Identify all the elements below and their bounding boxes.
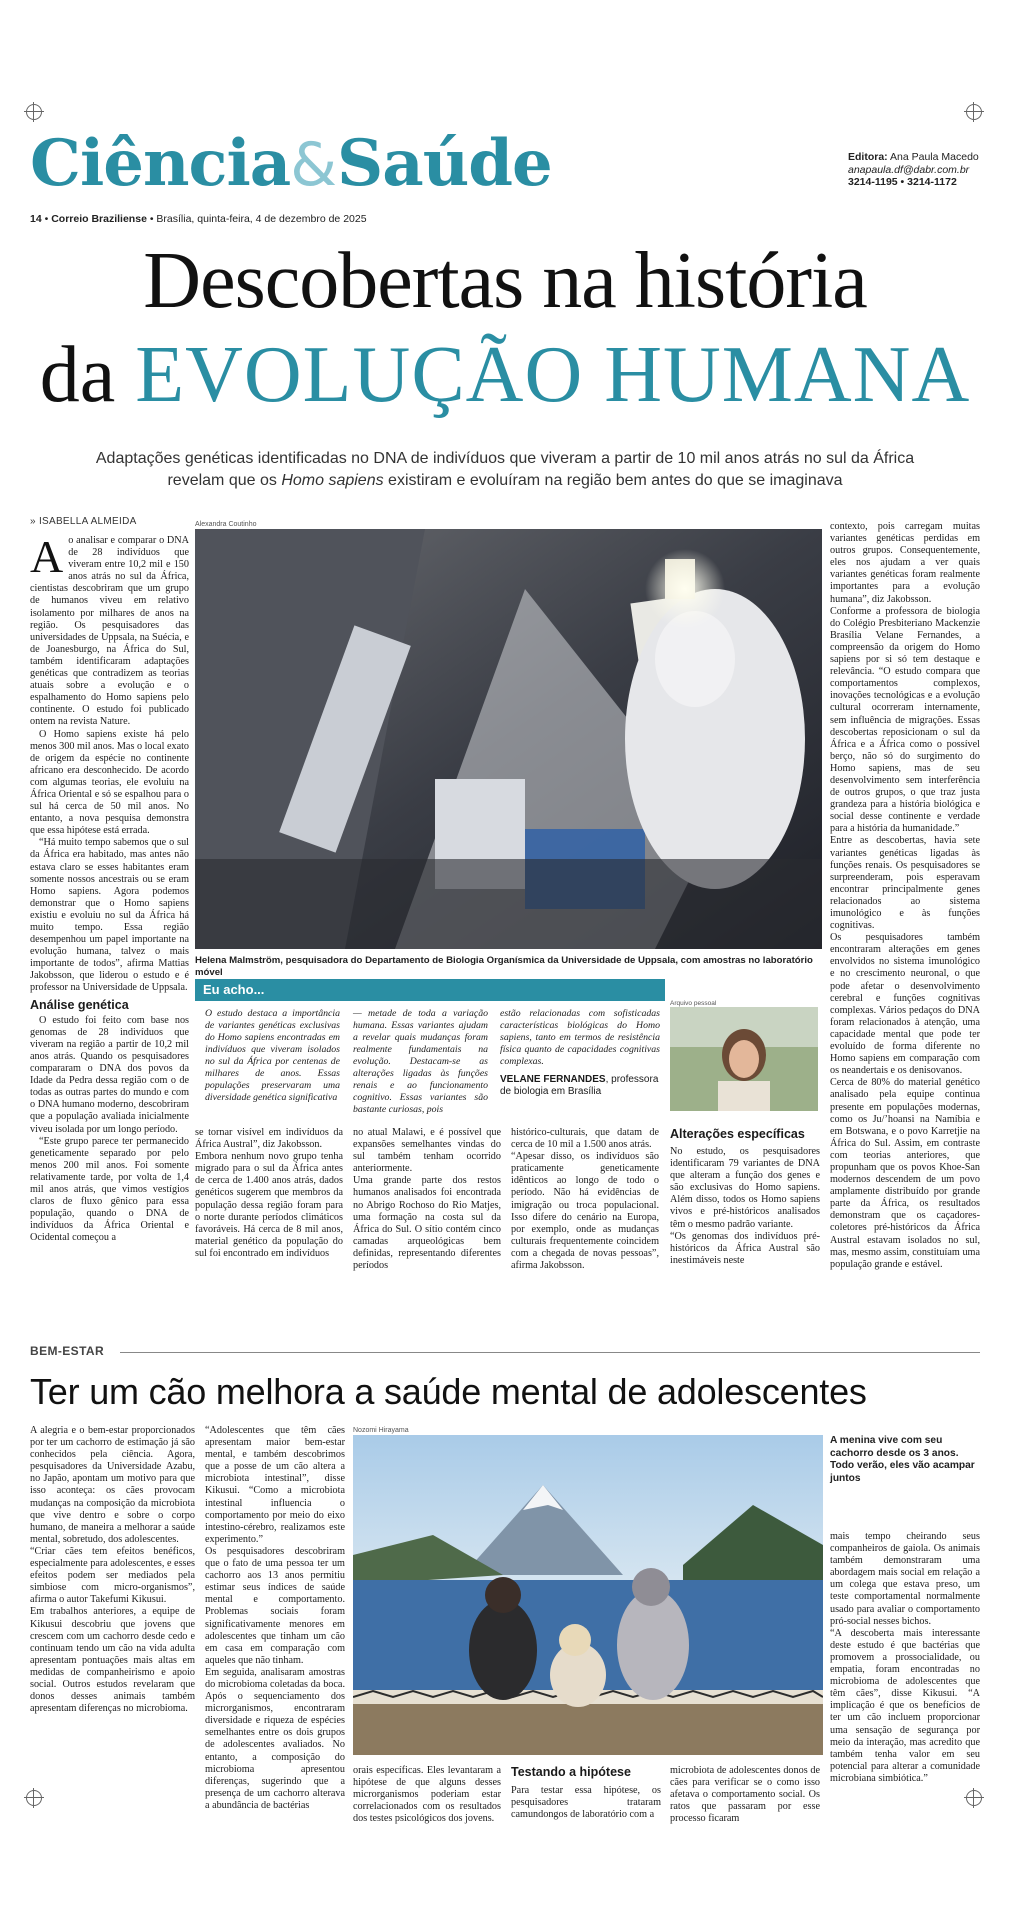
paragraph: histórico-culturais, que datam de cerca de 10 mil a 1.500 anos atrás. “Apesar disso, os indivíduos são praticamente geneticamente idênticos ao longo de todo o período. Não há evidências de imigração ou troca populacional. Isso difere do cenário na Europa, por exemplo, onde as mudanças culturais frequentemente coincidem com a chegada de novas pessoas”, afirma Jakobsson. bbox=[511, 1127, 659, 1272]
byline: » ISABELLA ALMEIDA bbox=[30, 516, 137, 527]
paragraph: No estudo, os pesquisadores identificaram 79 variantes de DNA que alteram a função dos genes e são exclusivas do Homo sapiens. Além disso, todos os Homo sapiens vivos e pré-históricos analisados têm o mesmo padrão variante. “Os genomas dos indivíduos pré-históricos da África Austral são inestimáveis neste bbox=[670, 1146, 820, 1266]
opinion-quote-col-1: O estudo destaca a importância de variantes genéticas exclusivas do Homo sapiens encontradas em indivíduos que viveram isolados no sul da África por centenas de milhares de anos. Essas populações preservaram uma diversidade genética significativa bbox=[205, 1008, 340, 1103]
article-column-2 bbox=[195, 1127, 343, 1337]
portrait-illustration bbox=[670, 1007, 818, 1111]
paragraph: O estudo foi feito com base nos genomas de 28 indivíduos que viveram na região a partir de 10,2 mil anos atrás. Quando os pesquisadores compararam o DNA dos povos da Idade da Pedra dessa região com o de todas as outras partes do mundo e com o DNA humano moderno, descobriram que a população avaliada inicialmente viveu isolada por um longo período. bbox=[30, 1014, 189, 1135]
article-column-4 bbox=[511, 1127, 659, 1337]
dog-column-3 bbox=[353, 1765, 501, 1875]
article-column-right bbox=[830, 521, 980, 1337]
paragraph: no atual Malawi, e é possível que expansões semelhantes vindas do sul também tenham ocorrido anteriormente. Uma grande parte dos restos humanos analisados foi encontrada no Abrigo Rochoso do Rio Matjes, uma formação na costa sul da África do Sul. O sítio contém cinco camadas arqueológicas bem definidas, representando diferentes períodos bbox=[353, 1127, 501, 1272]
opinion-quote-col-3: estão relacionadas com sofisticadas características biológicas do Homo sapiens, tanto em termos de resistência física quanto de capacidades cognitivas complexas. VELANE FERNANDES, professora de biologia em Brasília bbox=[500, 1008, 660, 1097]
section-name-ciencia: Ciência bbox=[30, 126, 291, 201]
dog-column-4 bbox=[511, 1765, 661, 1875]
registration-mark-icon bbox=[26, 104, 42, 120]
opinion-quote-col-2: — metade de toda a variação humana. Essas variantes ajudam a revelar quais mudanças foram realmente fundamentais na evolução. Destacam-se as alterações ligadas às funções renais e ao funcionamento cognitivo. Essas variantes são bastante curiosas, pois bbox=[353, 1008, 488, 1115]
dog-column-6 bbox=[830, 1531, 980, 1880]
drop-cap: A bbox=[30, 535, 64, 582]
velane-portrait bbox=[670, 1007, 818, 1111]
photo-caption: Helena Malmström, pesquisadora do Departamento de Biologia Organísmica da Universidade de Uppsala, com amostras no laboratório móvel bbox=[195, 955, 813, 978]
headline-line-1: Descobertas na história bbox=[143, 237, 867, 325]
section-rule bbox=[120, 1352, 980, 1353]
dog-photo-caption: A menina vive com seu cachorro desde os 3 anos. Todo verão, eles vão acampar juntos bbox=[830, 1435, 975, 1484]
editor-block bbox=[848, 151, 979, 189]
newspaper-name: Correio Braziliense bbox=[51, 213, 147, 225]
folio-line: 14 • Correio Braziliense • Brasília, quinta-feira, 4 de dezembro de 2025 bbox=[30, 213, 367, 225]
paragraph: mais tempo cheirando seus companheiros de gaiola. Os animais também demonstraram uma abordagem mais social em relação a um colega que estava preso, um teste comportamental normalmente usado para avaliar o comportamento pró-social nesses bichos. “A descoberta mais interessante deste estudo é que bactérias que promovem a prossocialidade, ou empatia, foram encontradas no microbioma de adolescentes que têm cães”, disse Kikusui. “A implicação é que os benefícios de ter um cão incluem proporcionar uma sensação de segurança por meio da interação, mas acredito que também tenha valor em seu potencial para alterar a comunidade microbiana simbiótica.” bbox=[830, 1531, 980, 1784]
registration-mark-icon bbox=[966, 104, 982, 120]
dog-column-1 bbox=[30, 1425, 195, 1880]
subhead-testando: Testando a hipótese bbox=[511, 1765, 631, 1779]
editor-name: Ana Paula Macedo bbox=[890, 151, 979, 163]
second-headline: Ter um cão melhora a saúde mental de adolescentes bbox=[30, 1371, 867, 1412]
headline-line-2 bbox=[30, 330, 980, 420]
paragraph: contexto, pois carregam muitas variantes genéticas perdidas em outros grupos. Consequentemente, eles nos ajudam a ver quais variantes genéticas foram realmente importantes para a evolução humana”, diz Jakobsson. Conforme a professora de biologia do Colégio Presbiteriano Mackenzie Brasília Velane Fernandes, a compreensão da origem do Homo sapiens por si só tem destaque e relevância. “O estudo compara que comportamentos complexos, inovações tecnológicas e a evolução cultural ocorreram internamente, sem influência de migrações. Essas descobertas reposicionam o sul da África e a África como o possível berço, não só do surgimento do Homo sapiens, mas de seu desenvolvimento sem interferência de outros grupos, o que traz justa grandeza para a história biológica e social desse continente e verdade para a história da humanidade.” Entre as descobertas, havia sete variantes genéticas ligadas às funções renais. Os pesquisadores se surpreenderam, pois esperavam encontrar principalmente genes relacionados ao sistema imunológico e às funções cognitivas. Os pesquisadores também encontraram alterações em genes envolvidos no sistema imunológico e no crescimento neuronal, o que pode afetar o desenvolvimento cerebral e funções cognitivas complexas. Vários pedaços do DNA foram relacionados à atenção, uma capacidade mental que pode ter evoluído de forma diferente no Homo sapiens em comparação com os neandertais e os denisovanos. Cerca de 80% do material genético analisado pela equipe continua presente em populações modernas, como os Ju/’hoansi na Namíbia e em Botswana, e o povo Karretjie na África do Sul. Assim, em contraste com teorias anteriores, que propunham que os povos Khoe-San modernos descendem de um povo amplamente distribuído por grande parte da África, os resultados demonstram que os caçadores-coletores pré-históricos da África Austral estavam isolados no sul, mas, mesmo assim, constituíam uma população grande e estável. bbox=[830, 521, 980, 1270]
paragraph: microbiota de adolescentes donos de cães para verificar se o como isso afetava o comportamento social. Os ratos que passaram por esse processo ficaram bbox=[670, 1765, 820, 1825]
dateline: • Brasília, quinta-feira, 4 de dezembro de 2025 bbox=[149, 213, 367, 225]
lab-scene-illustration bbox=[195, 529, 822, 949]
dog-column-2 bbox=[205, 1425, 345, 1880]
dog-column-5 bbox=[670, 1765, 820, 1875]
section-name-ampersand: & bbox=[290, 130, 338, 200]
article-column-5 bbox=[670, 1127, 820, 1337]
paragraph: “Adolescentes que têm cães apresentam maior bem-estar mental, e também descobrimos que a posse de um cão altera a microbiota intestinal”, disse Kikusui. “Como a microbiota intestinal influencia o comportamento por meio do eixo intestino-cérebro, realizamos este experimento.” Os pesquisadores descobriram que o fato de uma pessoa ter um cachorro aos 13 anos permitiu estimar seus índices de saúde mental e comportamento. Problemas sociais foram significativamente menores em adolescentes que tinham um cão em casa em comparação com aqueles que não tinham. Em seguida, analisaram amostras do microbioma coletadas da boca. Após o sequenciamento dos microrganismos, encontraram diversidade e riqueza de espécies semelhantes entre os dois grupos de adolescentes avaliados. No entanto, a composição do microbioma apresentou diferenças, sugerindo que a presença de um cachorro alterava a abundância de bactérias bbox=[205, 1425, 345, 1811]
section-masthead bbox=[30, 126, 552, 201]
paragraph: “Há muito tempo sabemos que o sul da África era habitado, mas antes não estava claro se esses habitantes eram somente nossos ancestrais ou se eram Homo sapiens. Agora podemos demonstrar que o Homo sapiens existiu e evoluiu no sul da África há muito tempo. Essa região desempenhou um papel importante na evolução humana, talvez o mais importante de todos”, afirma Mattias Jakobsson, que liderou o estudo e é professor na Universidade de Uppsala. bbox=[30, 837, 189, 994]
deck-line-1: Adaptações genéticas identificadas no DNA de indivíduos que viveram a partir de 10 mil anos atrás no sul da África bbox=[95, 450, 915, 467]
section-name-saude: Saúde bbox=[337, 126, 552, 201]
lab-photo bbox=[195, 529, 822, 949]
page-number: 14 bbox=[30, 213, 42, 225]
paragraph: orais específicas. Eles levantaram a hipótese de que alguns desses microrganismos poderiam estar correlacionados com os resultados dos testes psicológicos dos jovens. bbox=[353, 1765, 501, 1825]
dog-photo bbox=[353, 1435, 823, 1755]
paragraph: A alegria e o bem-estar proporcionados por ter um cachorro de estimação já são conhecidos pela ciência. Agora, pesquisadores da Universidade Azabu, no Japão, apontam um motivo para que isso aconteça: os cães provocam mudanças na composição da microbiota que vive dentro e sobre o corpo humano, de maneira a melhorar a saúde mental, sobretudo, dos adolescentes. “Criar cães tem efeitos benéficos, especialmente para adolescentes, e esses efeitos podem ser mediados pela simbiose com micro-organismos”, afirma o autor Takefumi Kikusui. Em trabalhos anteriores, a equipe de Kikusui descobriu que jovens que crescem com um cachorro desde cedo e continuam tendo um cão na vida adulta apresentam pontuações mais altas em medidas de companheirismo e apoio social. Outros estudos revelaram que donos desses animais também apresentam diferenças no microbioma. bbox=[30, 1425, 195, 1715]
subhead-analise: Análise genética bbox=[30, 997, 129, 1012]
editor-phones: 3214-1195 • 3214-1172 bbox=[848, 176, 957, 188]
opinion-box-header bbox=[195, 979, 665, 1001]
opinion-attribution: VELANE FERNANDES, professora de biologia em Brasília bbox=[500, 1074, 659, 1097]
deck: Adaptações genéticas identificadas no DNA de indivíduos que viveram a partir de 10 mil anos atrás no sul da África revelam que os Homo sapiens existiram e evoluíram na região bem antes do que se imaginava bbox=[30, 448, 980, 492]
subhead-alteracoes: Alterações específicas bbox=[670, 1127, 805, 1141]
paragraph: “Este grupo parece ter permanecido geneticamente separado por pelo menos 200 mil anos. Foi somente relativamente tarde, por volta de 1,4 mil anos atrás, que vimos vestígios claros de fluxo gênico para essa população, quando o DNA de indivíduos da África Oriental e Ocidental começou a bbox=[30, 1135, 189, 1244]
headline-highlight: EVOLUÇÃO HUMANA bbox=[135, 331, 971, 419]
opinion-photo-credit: Arquivo pessoal bbox=[670, 1000, 717, 1007]
paragraph: se tornar visível em indivíduos da África Austral”, diz Jakobsson. Embora nenhum novo grupo tenha migrado para o sul da África antes de cerca de 1.400 anos atrás, dados genéticos sugerem que membros da população dessa região foram para o norte durante períodos climáticos favoráveis. Há cerca de 8 mil anos, material genético da população do sul foi encontrado em indivíduos bbox=[195, 1127, 343, 1259]
headline-prefix: da bbox=[39, 331, 116, 419]
paragraph: O Homo sapiens existe há pelo menos 300 mil anos. Mas o local exato de origem da espécie no continente africano era desconhecido. De acordo com algumas teorias, ele evoluiu na África Oriental e só se espalhou para o sul há cerca de 50 mil anos. No entanto, a nova pesquisa demonstra que essa hipótese está errada. bbox=[30, 728, 189, 837]
article-column-3 bbox=[353, 1127, 501, 1337]
article-column-1 bbox=[30, 535, 189, 1330]
lead-paragraph: o analisar e comparar o DNA de 28 indivíduos que viveram entre 10,2 mil e 150 anos atrás no sul da África, cientistas descobriram que um grupo de humanos viveu em relativo isolamento por milhares de anos na região. Os pesquisadores das universidades de Uppsala, na Suécia, e de Joanesburgo, na África do Sul, também identificaram adaptações genéticas que contradizem as teorias atuais sobre a evolução e o espalhamento do Homo sapiens pelo continente. O estudo foi publicado ontem na revista Nature. bbox=[30, 535, 189, 728]
lake-scene-illustration bbox=[353, 1435, 823, 1755]
editor-email: anapaula.df@dabr.com.br bbox=[848, 163, 970, 176]
editor-label: Editora: bbox=[848, 151, 888, 163]
photo-credit: Alexandra Coutinho bbox=[195, 521, 257, 528]
dog-photo-credit: Nozomi Hirayama bbox=[353, 1427, 409, 1434]
opinion-box-title: Eu acho... bbox=[203, 982, 265, 997]
section-tag: BEM-ESTAR bbox=[30, 1344, 105, 1358]
paragraph: Para testar essa hipótese, os pesquisadores trataram camundongos de laboratório com a bbox=[511, 1785, 661, 1821]
